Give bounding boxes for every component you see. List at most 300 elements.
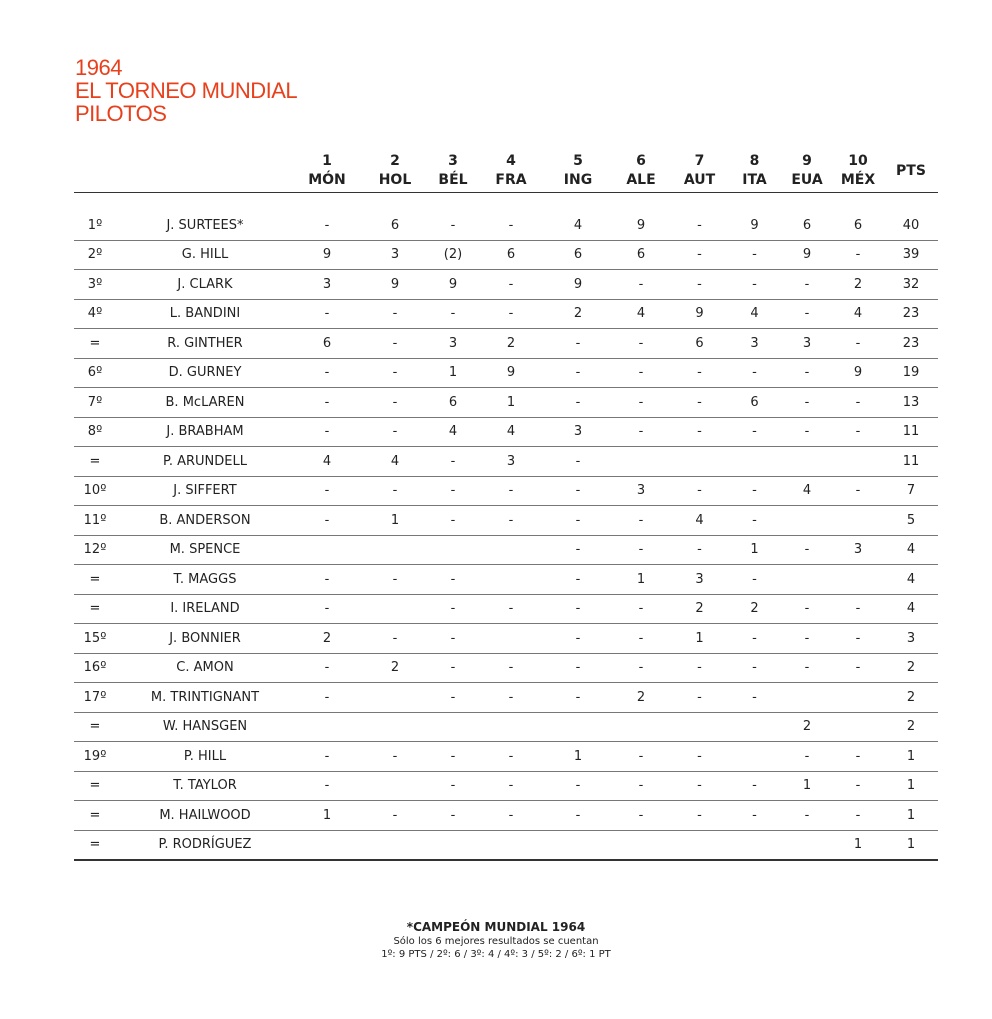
result-cell: 9 xyxy=(546,270,610,300)
result-cell: - xyxy=(610,771,672,801)
result-cell: 3 xyxy=(546,417,610,447)
header-race: 6 ALE xyxy=(610,148,672,193)
table-header-row xyxy=(74,148,938,193)
result-cell: - xyxy=(360,358,430,388)
header-race: 2 HOL xyxy=(360,148,430,193)
result-cell: - xyxy=(476,653,546,683)
result-cell: - xyxy=(610,329,672,359)
result-cell: - xyxy=(727,653,782,683)
result-cell: - xyxy=(672,417,727,447)
driver-name-cell: J. BONNIER xyxy=(116,624,294,654)
result-cell: - xyxy=(476,801,546,831)
result-cell xyxy=(360,683,430,713)
points-cell: 4 xyxy=(884,535,938,565)
result-cell: - xyxy=(672,270,727,300)
table-row xyxy=(74,506,938,536)
result-cell: - xyxy=(476,742,546,772)
result-cell: 9 xyxy=(672,299,727,329)
result-cell: - xyxy=(430,299,476,329)
result-cell: - xyxy=(782,594,832,624)
result-cell: 4 xyxy=(430,417,476,447)
header-race: 3 BÉL xyxy=(430,148,476,193)
result-cell: 2 xyxy=(294,624,360,654)
result-cell: - xyxy=(294,476,360,506)
result-cell: - xyxy=(832,801,884,831)
result-cell: 6 xyxy=(430,388,476,418)
result-cell: 9 xyxy=(782,240,832,270)
result-cell xyxy=(832,447,884,477)
result-cell: - xyxy=(546,624,610,654)
result-cell: - xyxy=(672,742,727,772)
table-row xyxy=(74,535,938,565)
table-row xyxy=(74,329,938,359)
driver-name-cell: G. HILL xyxy=(116,240,294,270)
result-cell: - xyxy=(546,801,610,831)
result-cell: - xyxy=(782,270,832,300)
result-cell: 3 xyxy=(360,240,430,270)
result-cell: - xyxy=(546,535,610,565)
driver-name-cell: P. ARUNDELL xyxy=(116,447,294,477)
result-cell: - xyxy=(476,771,546,801)
points-cell: 32 xyxy=(884,270,938,300)
result-cell: - xyxy=(832,771,884,801)
result-cell: - xyxy=(294,506,360,536)
result-cell: 4 xyxy=(294,447,360,477)
result-cell: - xyxy=(476,476,546,506)
result-cell: 6 xyxy=(832,211,884,240)
result-cell: - xyxy=(832,742,884,772)
table-row xyxy=(74,801,938,831)
result-cell: - xyxy=(546,565,610,595)
result-cell: 3 xyxy=(476,447,546,477)
result-cell: - xyxy=(727,565,782,595)
result-cell: - xyxy=(546,447,610,477)
header-race: 1 MÓN xyxy=(294,148,360,193)
header-pos xyxy=(74,148,116,193)
points-cell: 40 xyxy=(884,211,938,240)
result-cell: - xyxy=(360,565,430,595)
position-cell: 12º xyxy=(74,535,116,565)
points-cell: 2 xyxy=(884,653,938,683)
result-cell: - xyxy=(672,388,727,418)
table-row xyxy=(74,624,938,654)
result-cell: - xyxy=(546,329,610,359)
position-cell: 16º xyxy=(74,653,116,683)
result-cell xyxy=(727,712,782,742)
points-cell: 4 xyxy=(884,565,938,595)
result-cell: - xyxy=(672,358,727,388)
result-cell: - xyxy=(476,506,546,536)
position-cell: 15º xyxy=(74,624,116,654)
driver-name-cell: D. GURNEY xyxy=(116,358,294,388)
result-cell xyxy=(546,712,610,742)
result-cell: 3 xyxy=(832,535,884,565)
result-cell: - xyxy=(546,476,610,506)
result-cell: - xyxy=(476,594,546,624)
result-cell: 4 xyxy=(360,447,430,477)
result-cell: 9 xyxy=(832,358,884,388)
result-cell: - xyxy=(546,683,610,713)
result-cell xyxy=(672,830,727,860)
result-cell: - xyxy=(430,801,476,831)
driver-name-cell: R. GINTHER xyxy=(116,329,294,359)
result-cell xyxy=(476,535,546,565)
result-cell: 2 xyxy=(727,594,782,624)
result-cell: 9 xyxy=(727,211,782,240)
points-cell: 5 xyxy=(884,506,938,536)
table-row xyxy=(74,565,938,595)
result-cell: 6 xyxy=(294,329,360,359)
result-cell: 1 xyxy=(782,771,832,801)
header-pts: PTS xyxy=(884,148,938,193)
result-cell xyxy=(476,712,546,742)
result-cell: 4 xyxy=(476,417,546,447)
result-cell: - xyxy=(832,653,884,683)
result-cell: 2 xyxy=(476,329,546,359)
result-cell: - xyxy=(476,683,546,713)
position-cell: = xyxy=(74,447,116,477)
result-cell xyxy=(782,683,832,713)
driver-name-cell: B. ANDERSON xyxy=(116,506,294,536)
result-cell: - xyxy=(294,771,360,801)
result-cell: 3 xyxy=(672,565,727,595)
table-row xyxy=(74,447,938,477)
result-cell: 1 xyxy=(476,388,546,418)
result-cell: - xyxy=(727,358,782,388)
header-race: 8 ITA xyxy=(727,148,782,193)
result-cell xyxy=(476,565,546,595)
position-cell: 2º xyxy=(74,240,116,270)
result-cell: - xyxy=(430,594,476,624)
result-cell xyxy=(832,565,884,595)
result-cell: - xyxy=(430,771,476,801)
footer-notes xyxy=(0,919,992,961)
driver-name-cell: T. MAGGS xyxy=(116,565,294,595)
table-row xyxy=(74,211,938,240)
points-cell: 1 xyxy=(884,742,938,772)
result-cell xyxy=(782,506,832,536)
result-cell: - xyxy=(672,240,727,270)
result-cell: 4 xyxy=(782,476,832,506)
result-cell: - xyxy=(294,388,360,418)
position-cell: 8º xyxy=(74,417,116,447)
table-row xyxy=(74,270,938,300)
points-cell: 1 xyxy=(884,771,938,801)
result-cell: 2 xyxy=(360,653,430,683)
points-cell: 19 xyxy=(884,358,938,388)
result-cell: - xyxy=(610,388,672,418)
result-cell: 4 xyxy=(610,299,672,329)
position-cell: 6º xyxy=(74,358,116,388)
driver-name-cell: W. HANSGEN xyxy=(116,712,294,742)
result-cell: - xyxy=(672,535,727,565)
result-cell: - xyxy=(294,683,360,713)
result-cell: - xyxy=(727,417,782,447)
position-cell: = xyxy=(74,771,116,801)
result-cell: - xyxy=(782,299,832,329)
position-cell: = xyxy=(74,594,116,624)
result-cell: - xyxy=(727,240,782,270)
result-cell: - xyxy=(832,329,884,359)
result-cell: - xyxy=(610,535,672,565)
result-cell: - xyxy=(360,742,430,772)
result-cell: - xyxy=(782,388,832,418)
result-cell: - xyxy=(294,211,360,240)
result-cell: - xyxy=(832,388,884,418)
result-cell: - xyxy=(610,742,672,772)
result-cell: 1 xyxy=(294,801,360,831)
result-cell: 2 xyxy=(610,683,672,713)
result-cell xyxy=(476,830,546,860)
driver-name-cell: J. SIFFERT xyxy=(116,476,294,506)
driver-name-cell: M. TRINTIGNANT xyxy=(116,683,294,713)
result-cell: - xyxy=(476,211,546,240)
result-cell: - xyxy=(430,565,476,595)
result-cell: 9 xyxy=(360,270,430,300)
result-cell: 4 xyxy=(546,211,610,240)
result-cell: - xyxy=(360,801,430,831)
result-cell: - xyxy=(782,801,832,831)
result-cell: - xyxy=(430,447,476,477)
result-cell: - xyxy=(610,506,672,536)
result-cell: (2) xyxy=(430,240,476,270)
result-cell: 1 xyxy=(360,506,430,536)
header-name xyxy=(116,148,294,193)
spacer-row xyxy=(74,193,938,212)
driver-name-cell: L. BANDINI xyxy=(116,299,294,329)
result-cell: - xyxy=(430,742,476,772)
result-cell xyxy=(672,712,727,742)
result-cell: 3 xyxy=(430,329,476,359)
table-row xyxy=(74,299,938,329)
page-title xyxy=(75,56,297,125)
result-cell xyxy=(546,830,610,860)
result-cell: 6 xyxy=(610,240,672,270)
points-cell: 7 xyxy=(884,476,938,506)
position-cell: 3º xyxy=(74,270,116,300)
table-row xyxy=(74,712,938,742)
position-cell: 19º xyxy=(74,742,116,772)
result-cell: - xyxy=(782,742,832,772)
result-cell: - xyxy=(610,417,672,447)
points-cell: 2 xyxy=(884,683,938,713)
result-cell: - xyxy=(727,683,782,713)
driver-name-cell: B. McLAREN xyxy=(116,388,294,418)
driver-name-cell: J. BRABHAM xyxy=(116,417,294,447)
points-cell: 3 xyxy=(884,624,938,654)
result-cell xyxy=(727,447,782,477)
result-cell: - xyxy=(294,417,360,447)
result-cell: - xyxy=(782,535,832,565)
champion-note: *CAMPEÓN MUNDIAL 1964 xyxy=(406,920,586,934)
result-cell xyxy=(727,830,782,860)
result-cell: - xyxy=(476,270,546,300)
result-cell: 9 xyxy=(294,240,360,270)
result-cell: - xyxy=(672,653,727,683)
result-cell: - xyxy=(360,624,430,654)
position-cell: 17º xyxy=(74,683,116,713)
points-cell: 23 xyxy=(884,329,938,359)
driver-name-cell: I. IRELAND xyxy=(116,594,294,624)
position-cell: = xyxy=(74,830,116,860)
position-cell: 11º xyxy=(74,506,116,536)
driver-name-cell: P. RODRÍGUEZ xyxy=(116,830,294,860)
position-cell: = xyxy=(74,712,116,742)
points-cell: 1 xyxy=(884,830,938,860)
result-cell: - xyxy=(610,270,672,300)
driver-name-cell: P. HILL xyxy=(116,742,294,772)
result-cell xyxy=(782,565,832,595)
result-cell xyxy=(610,712,672,742)
header-race: 5 ING xyxy=(546,148,610,193)
points-cell: 23 xyxy=(884,299,938,329)
table-row xyxy=(74,594,938,624)
result-cell: 3 xyxy=(610,476,672,506)
result-cell xyxy=(430,830,476,860)
result-cell: - xyxy=(294,565,360,595)
driver-name-cell: M. SPENCE xyxy=(116,535,294,565)
result-cell: - xyxy=(546,771,610,801)
result-cell: - xyxy=(476,299,546,329)
result-cell: 9 xyxy=(430,270,476,300)
table-row xyxy=(74,388,938,418)
result-cell: 1 xyxy=(430,358,476,388)
result-cell: 6 xyxy=(360,211,430,240)
position-cell: 7º xyxy=(74,388,116,418)
result-cell: - xyxy=(832,476,884,506)
result-cell: - xyxy=(832,624,884,654)
result-cell: 1 xyxy=(546,742,610,772)
result-cell: 6 xyxy=(727,388,782,418)
header-race: 9 EUA xyxy=(782,148,832,193)
table-row xyxy=(74,830,938,860)
result-cell: - xyxy=(360,329,430,359)
title-main: EL TORNEO MUNDIAL xyxy=(75,78,298,103)
position-cell: 4º xyxy=(74,299,116,329)
result-cell: - xyxy=(360,299,430,329)
result-cell: 1 xyxy=(672,624,727,654)
scoring-note: Sólo los 6 mejores resultados se cuentan xyxy=(393,936,599,947)
result-cell: 6 xyxy=(476,240,546,270)
result-cell: - xyxy=(832,240,884,270)
result-cell: - xyxy=(294,742,360,772)
result-cell: 3 xyxy=(727,329,782,359)
result-cell: 1 xyxy=(832,830,884,860)
result-cell xyxy=(476,624,546,654)
result-cell xyxy=(294,712,360,742)
result-cell xyxy=(832,712,884,742)
result-cell: - xyxy=(782,417,832,447)
result-cell xyxy=(610,447,672,477)
table-row xyxy=(74,683,938,713)
result-cell: - xyxy=(672,771,727,801)
result-cell xyxy=(294,535,360,565)
result-cell: - xyxy=(360,388,430,418)
table-row xyxy=(74,653,938,683)
result-cell: 3 xyxy=(294,270,360,300)
result-cell: - xyxy=(360,476,430,506)
result-cell: - xyxy=(430,683,476,713)
result-cell: 6 xyxy=(782,211,832,240)
result-cell xyxy=(360,594,430,624)
result-cell: - xyxy=(610,358,672,388)
table-row xyxy=(74,240,938,270)
result-cell: - xyxy=(727,771,782,801)
result-cell xyxy=(672,447,727,477)
result-cell: 1 xyxy=(727,535,782,565)
result-cell xyxy=(430,535,476,565)
points-cell: 11 xyxy=(884,417,938,447)
position-cell: = xyxy=(74,565,116,595)
driver-name-cell: C. AMON xyxy=(116,653,294,683)
result-cell: - xyxy=(294,358,360,388)
result-cell xyxy=(727,742,782,772)
position-cell: = xyxy=(74,801,116,831)
table-row xyxy=(74,417,938,447)
header-race: 7 AUT xyxy=(672,148,727,193)
title-year: 1964 xyxy=(75,55,122,80)
position-cell: 10º xyxy=(74,476,116,506)
result-cell xyxy=(360,535,430,565)
driver-name-cell: J. SURTEES* xyxy=(116,211,294,240)
result-cell: 1 xyxy=(610,565,672,595)
result-cell: - xyxy=(782,358,832,388)
result-cell xyxy=(430,712,476,742)
result-cell: 6 xyxy=(672,329,727,359)
result-cell: 4 xyxy=(672,506,727,536)
result-cell: 4 xyxy=(832,299,884,329)
title-sub: PILOTOS xyxy=(75,101,167,126)
header-race: 10 MÉX xyxy=(832,148,884,193)
result-cell: - xyxy=(610,801,672,831)
result-cell: 2 xyxy=(546,299,610,329)
result-cell: 2 xyxy=(782,712,832,742)
table-row xyxy=(74,742,938,772)
result-cell: - xyxy=(727,801,782,831)
result-cell: - xyxy=(430,476,476,506)
result-cell: - xyxy=(546,594,610,624)
points-cell: 4 xyxy=(884,594,938,624)
result-cell: - xyxy=(546,653,610,683)
driver-name-cell: T. TAYLOR xyxy=(116,771,294,801)
result-cell: - xyxy=(430,653,476,683)
points-cell: 13 xyxy=(884,388,938,418)
result-cell: - xyxy=(832,594,884,624)
result-cell: - xyxy=(546,388,610,418)
result-cell: 4 xyxy=(727,299,782,329)
result-cell: - xyxy=(610,624,672,654)
table-row xyxy=(74,771,938,801)
result-cell: - xyxy=(294,594,360,624)
result-cell: - xyxy=(546,506,610,536)
result-cell: - xyxy=(430,506,476,536)
points-cell: 39 xyxy=(884,240,938,270)
result-cell xyxy=(610,830,672,860)
position-cell: = xyxy=(74,329,116,359)
result-cell xyxy=(294,830,360,860)
table-row xyxy=(74,358,938,388)
points-cell: 11 xyxy=(884,447,938,477)
result-cell xyxy=(832,683,884,713)
position-cell: 1º xyxy=(74,211,116,240)
result-cell: - xyxy=(294,299,360,329)
result-cell: - xyxy=(430,211,476,240)
result-cell: - xyxy=(727,506,782,536)
result-cell xyxy=(832,506,884,536)
result-cell: 2 xyxy=(672,594,727,624)
result-cell xyxy=(782,830,832,860)
result-cell: - xyxy=(610,594,672,624)
